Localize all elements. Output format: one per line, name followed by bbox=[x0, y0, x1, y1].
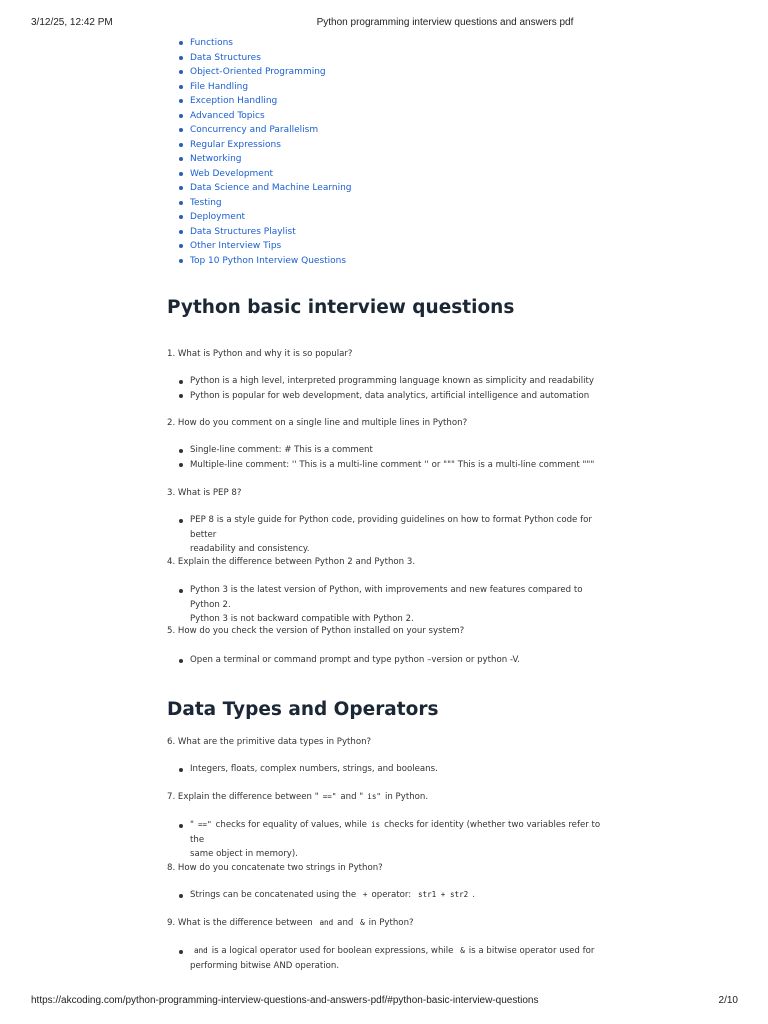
toc-link[interactable]: Data Structures bbox=[190, 52, 261, 63]
article-content bbox=[167, 36, 607, 971]
print-datetime: 3/12/25, 12:42 PM bbox=[31, 17, 113, 28]
print-footer bbox=[0, 995, 768, 1009]
toc-link[interactable]: Testing bbox=[190, 197, 222, 208]
answer-8-list bbox=[167, 888, 607, 903]
question-6: 6. What are the primitive data types in Python? bbox=[167, 737, 372, 747]
inline-code: is" bbox=[367, 792, 381, 801]
answer-5-list bbox=[167, 653, 607, 668]
toc-item[interactable] bbox=[167, 254, 607, 269]
toc-item[interactable] bbox=[167, 239, 607, 254]
page-number: 2/10 bbox=[718, 995, 738, 1006]
text-run: and bbox=[337, 918, 354, 928]
toc-item[interactable] bbox=[167, 152, 607, 167]
section-heading-basic: Python basic interview questions bbox=[167, 297, 515, 318]
toc-item[interactable] bbox=[167, 109, 607, 124]
answer-item bbox=[167, 888, 607, 903]
answer-line: readability and consistency. bbox=[190, 544, 310, 554]
toc-link[interactable]: Advanced Topics bbox=[190, 110, 265, 121]
print-title: Python programming interview questions and answers pdf bbox=[316, 17, 574, 28]
answer-7-list bbox=[167, 818, 607, 862]
toc-item[interactable] bbox=[167, 225, 607, 240]
toc-link[interactable]: Other Interview Tips bbox=[190, 241, 282, 251]
text-run: 9. What is the difference between bbox=[167, 918, 313, 928]
inline-code: + bbox=[362, 890, 368, 899]
text-run: operator: bbox=[371, 890, 412, 900]
answer-item: Integers, floats, complex numbers, strings, and booleans. bbox=[167, 762, 607, 777]
answer-9-list bbox=[167, 944, 607, 973]
answer-line: PEP 8 is a style guide for Python code, providing guidelines on how to format Python code for better bbox=[190, 515, 592, 540]
answer-item: Python is popular for web development, data analytics, artificial intelligence and automation bbox=[167, 389, 607, 404]
answer-line: Python 3 is the latest version of Python, with improvements and new features compared to Python 2. bbox=[190, 585, 583, 610]
inline-code: is bbox=[370, 820, 381, 829]
inline-code: & bbox=[360, 918, 365, 927]
question-5: 5. How do you check the version of Python installed on your system? bbox=[167, 626, 465, 636]
toc-item[interactable] bbox=[167, 196, 607, 211]
text-run: " bbox=[190, 820, 194, 830]
page-url: https://akcoding.com/python-programming-interview-questions-and-answers-pdf/#python-basic-interview-questions bbox=[31, 995, 539, 1006]
print-header bbox=[0, 17, 768, 31]
text-run: Strings can be concatenated using the bbox=[190, 890, 357, 900]
section-heading-data-types: Data Types and Operators bbox=[167, 699, 439, 720]
text-run: is a bitwise operator used for bbox=[468, 946, 595, 956]
toc-item[interactable] bbox=[167, 167, 607, 182]
inline-code: str1 + str2 bbox=[417, 890, 469, 899]
question-9 bbox=[167, 917, 607, 929]
toc-link[interactable]: Data Science and Machine Learning bbox=[190, 183, 352, 193]
question-4: 4. Explain the difference between Python 2 and Python 3. bbox=[167, 557, 416, 567]
inline-code: and bbox=[319, 918, 334, 927]
toc-item[interactable] bbox=[167, 181, 607, 196]
inline-code: ==" bbox=[197, 820, 212, 829]
answer-item: Multiple-line comment: '' This is a multi-line comment '' or """ This is a multi-line comment """ bbox=[167, 458, 607, 473]
text-run: checks for identity (whether two variables refer to the bbox=[190, 820, 601, 845]
inline-code: ==" bbox=[322, 792, 337, 801]
toc-link[interactable]: Functions bbox=[190, 38, 233, 48]
toc-link[interactable]: Top 10 Python Interview Questions bbox=[190, 255, 347, 266]
toc-item[interactable] bbox=[167, 65, 607, 80]
toc-link[interactable]: Web Development bbox=[190, 168, 274, 179]
toc-link[interactable]: Deployment bbox=[190, 212, 246, 222]
toc-link[interactable]: Concurrency and Parallelism bbox=[190, 125, 319, 135]
question-3: 3. What is PEP 8? bbox=[167, 488, 242, 498]
text-run: 7. Explain the difference between " bbox=[167, 792, 319, 802]
toc-item[interactable] bbox=[167, 138, 607, 153]
text-run: in Python. bbox=[384, 792, 429, 802]
answer-line: Python 3 is not backward compatible with Python 2. bbox=[190, 614, 414, 624]
answer-item bbox=[167, 583, 607, 627]
toc-link[interactable]: Networking bbox=[190, 154, 242, 164]
toc-item[interactable] bbox=[167, 80, 607, 95]
answer-item: Python is a high level, interpreted programming language known as simplicity and readability bbox=[167, 374, 607, 389]
toc-link[interactable]: File Handling bbox=[190, 81, 249, 92]
table-of-contents bbox=[167, 36, 607, 268]
answer-4-list bbox=[167, 583, 607, 627]
toc-link[interactable]: Exception Handling bbox=[190, 96, 278, 106]
answer-3-list bbox=[167, 513, 607, 557]
toc-item[interactable] bbox=[167, 36, 607, 51]
toc-link[interactable]: Regular Expressions bbox=[190, 139, 281, 150]
toc-link[interactable]: Object-Oriented Programming bbox=[190, 67, 326, 77]
text-run: checks for equality of values, while bbox=[215, 820, 367, 830]
question-1: 1. What is Python and why it is so popular? bbox=[167, 349, 353, 359]
answer-2-list bbox=[167, 443, 607, 472]
question-2: 2. How do you comment on a single line and multiple lines in Python? bbox=[167, 418, 468, 428]
inline-code: & bbox=[460, 946, 465, 955]
question-7 bbox=[167, 791, 607, 803]
answer-item: Open a terminal or command prompt and type python –version or python -V. bbox=[167, 653, 607, 668]
answer-item bbox=[167, 944, 607, 973]
answer-line: same object in memory). bbox=[190, 849, 298, 859]
toc-item[interactable] bbox=[167, 123, 607, 138]
toc-link[interactable]: Data Structures Playlist bbox=[190, 226, 296, 237]
question-8: 8. How do you concatenate two strings in Python? bbox=[167, 863, 383, 873]
toc-item[interactable] bbox=[167, 94, 607, 109]
answer-item: Single-line comment: # This is a comment bbox=[167, 443, 607, 458]
answer-item bbox=[167, 513, 607, 557]
answer-line: performing bitwise AND operation. bbox=[190, 960, 340, 971]
toc-item[interactable] bbox=[167, 51, 607, 66]
toc-item[interactable] bbox=[167, 210, 607, 225]
text-run: is a logical operator used for boolean expressions, while bbox=[211, 946, 454, 956]
answer-6-list bbox=[167, 762, 607, 777]
inline-code: and bbox=[194, 946, 208, 955]
answer-item bbox=[167, 818, 607, 862]
text-run: and " bbox=[340, 792, 364, 802]
text-run: in Python? bbox=[368, 918, 414, 928]
text-run: . bbox=[472, 890, 475, 900]
answer-1-list bbox=[167, 374, 607, 403]
